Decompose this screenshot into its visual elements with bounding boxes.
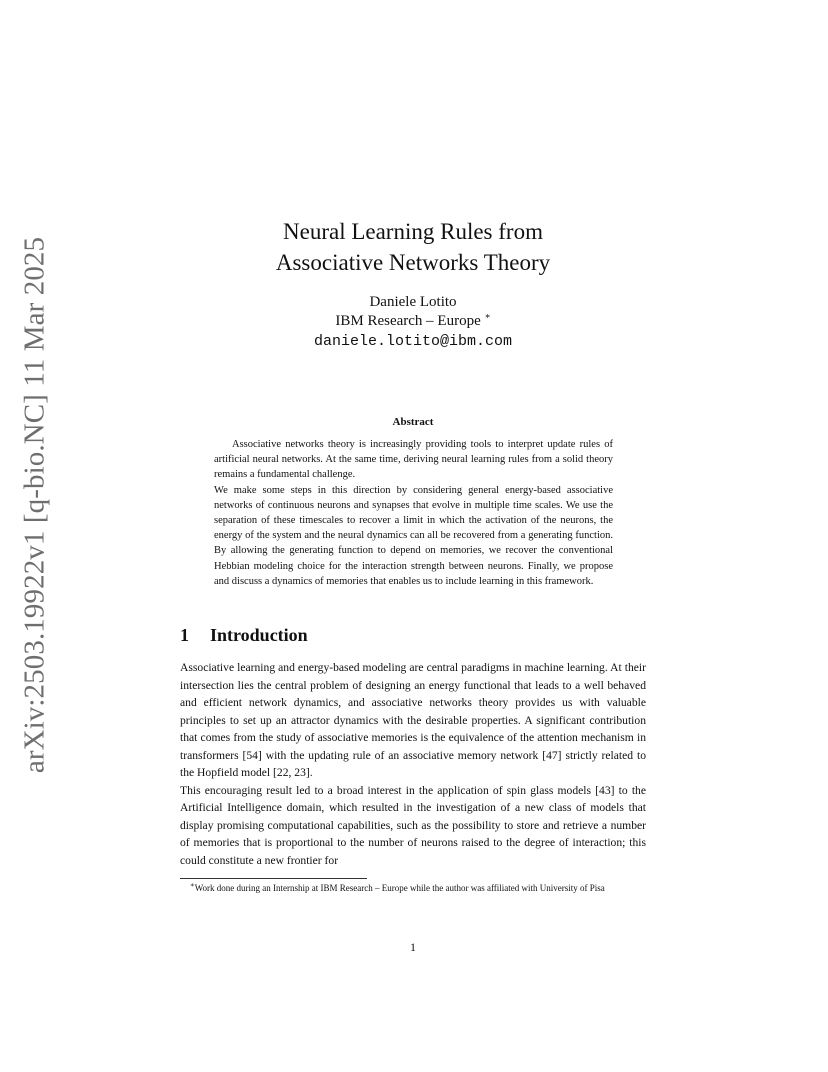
- body-paragraph-2: This encouraging result led to a broad interest in the application of spin glass models [43] to the Artificial Intelligence domain, which resulted in the investigation of a new class of models that display promising computational capabilities, such as the possibility to store and retrieve a number of memories that is proportional to the number of neurons raised to the degree of interaction; this could constitute a new frontier for: [180, 783, 646, 867]
- section-title: Introduction: [210, 625, 308, 645]
- author-email[interactable]: daniele.lotito@ibm.com: [313, 333, 513, 350]
- abstract-paragraph-2: We make some steps in this direction by considering general energy-based associative networks of continuous neurons and synapses that evolve in multiple time scales. We use the separation of these timescales to recover a limit in which the activation of the neurons, the energy of the system and the neural dynamics can all be recovered from a generating function. By allowing the generating function to depend on memories, we recover the conventional Hebbian modeling choice for the interaction strength between neurons. Finally, we propose and discuss a dynamics of memories that enables us to include learning in this framework.: [214, 484, 613, 587]
- page-number: 1: [410, 940, 416, 954]
- paper-title: [180, 216, 646, 278]
- section-heading: [180, 625, 308, 646]
- footnote-mark: ∗: [190, 881, 195, 889]
- author-name: Daniele Lotito: [369, 294, 457, 310]
- section-number: 1: [180, 625, 189, 645]
- affiliation-footnote-mark[interactable]: ∗: [484, 311, 491, 321]
- arxiv-identifier-stamp: arXiv:2503.19922v1 [q-bio.NC] 11 Mar 2025: [18, 236, 51, 774]
- paper-title-line-2: Associative Networks Theory: [275, 250, 551, 275]
- footnote: [180, 882, 646, 896]
- author-affiliation-line: [180, 312, 646, 331]
- footnote-divider: [180, 878, 367, 879]
- author-block: [180, 293, 646, 351]
- introduction-body: [180, 659, 646, 869]
- footnote-text: Work done during an Internship at IBM Research – Europe while the author was affiliated with University of Pisa: [194, 883, 605, 893]
- paper-title-line-1: Neural Learning Rules from: [283, 219, 543, 244]
- abstract-body: [214, 437, 613, 589]
- author-affiliation: IBM Research – Europe: [335, 313, 481, 329]
- body-paragraph-1: Associative learning and energy-based modeling are central paradigms in machine learning. At their intersection lies the central problem of designing an energy functional that leads to a well behaved and efficient network dynamics, and associative networks theory provides us with valuable principles to set up an attractor dynamics with the desirable properties. A significant contribution that comes from the study of associative memories is the equivalence of the attention mechanism in transformers [54] with the updating rule of an associative memory network [47] strictly related to the Hopfield model [22, 23].: [180, 661, 646, 779]
- abstract-heading: Abstract: [392, 416, 434, 428]
- abstract-paragraph-1: Associative networks theory is increasingly providing tools to interpret update rules of artificial neural networks. At the same time, deriving neural learning rules from a solid theory remains a fundamental challenge.: [214, 439, 613, 481]
